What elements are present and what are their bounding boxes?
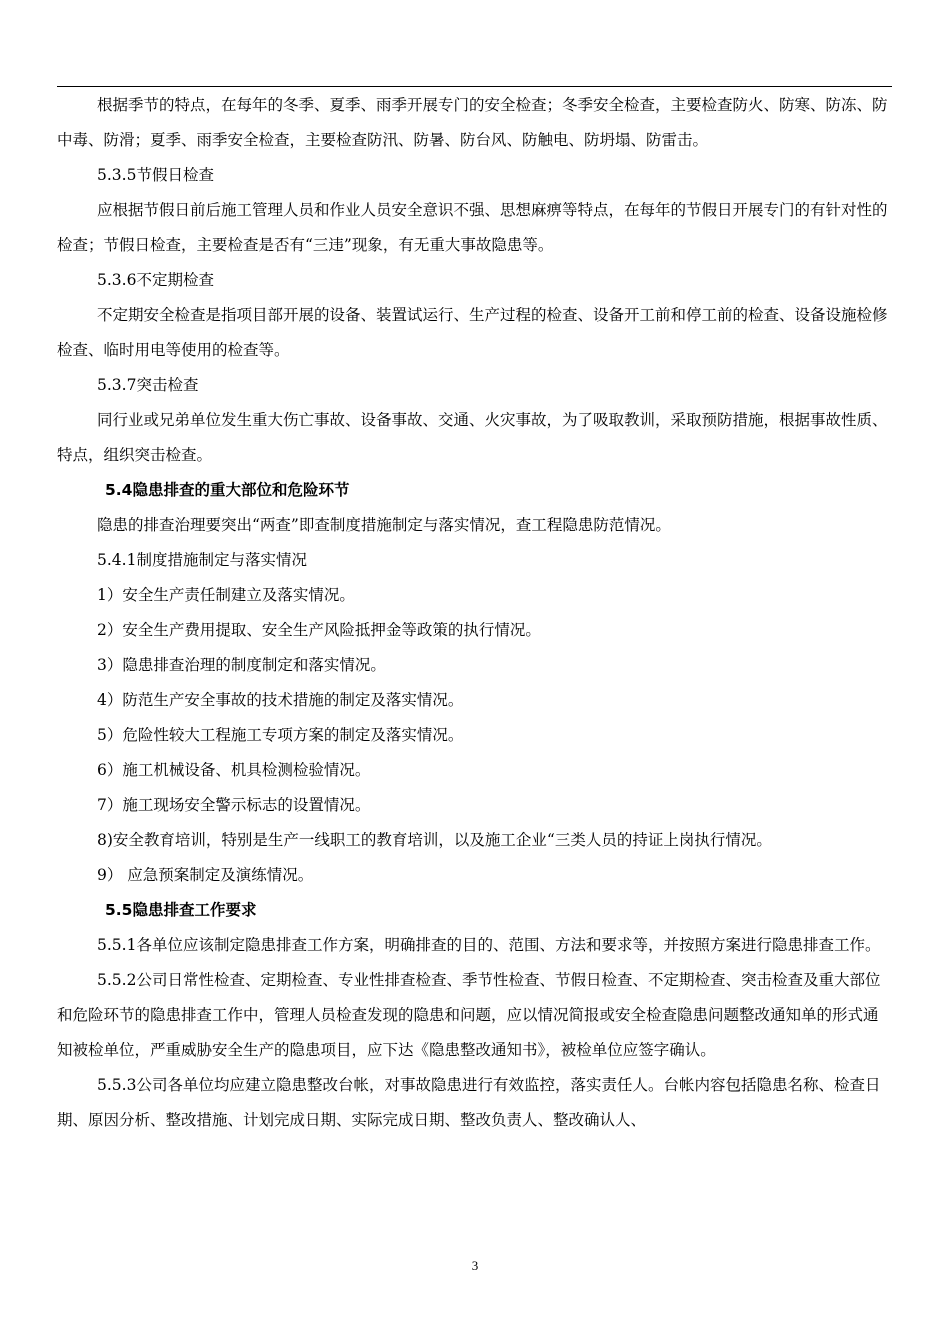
- paragraph-5-4-intro: 隐患的排查治理要突出“两查”即查制度措施制定与落实情况，查工程隐患防范情况。: [97, 516, 671, 534]
- section-5-3-6: 5.3.6不定期检查: [97, 271, 214, 289]
- document-body: [57, 88, 893, 1138]
- page-number: 3: [471, 1258, 479, 1273]
- section-5-3-7: 5.3.7突击检查: [97, 376, 199, 394]
- paragraph-irregular-check: 不定期安全检查是指项目部开展的设备、装置试运行、生产过程的检查、设备开工前和停工前的检查、设备设施检修检查、临时用电等使用的检查等。: [57, 306, 888, 359]
- paragraph-seasonal-check: 根据季节的特点，在每年的冬季、夏季、雨季开展专门的安全检查；冬季安全检查，主要检查防火、防寒、防冻、防中毒、防滑；夏季、雨季安全检查，主要检查防汛、防暑、防台风、防触电、防坍塌、防雷击。: [57, 96, 888, 149]
- paragraph-holiday-check: 应根据节假日前后施工管理人员和作业人员安全意识不强、思想麻痹等特点，在每年的节假日开展专门的有针对性的检查；节假日检查，主要检查是否有“三违”现象，有无重大事故隐患等。: [57, 201, 888, 254]
- section-5-4-1: 5.4.1制度措施制定与落实情况: [97, 551, 307, 569]
- heading-5-4: 5.4隐患排查的重大部位和危险环节: [105, 481, 350, 499]
- list-item: 5）危险性较大工程施工专项方案的制定及落实情况。: [97, 726, 464, 744]
- section-5-3-5: 5.3.5节假日检查: [97, 166, 214, 184]
- list-item: 3）隐患排查治理的制度制定和落实情况。: [97, 656, 386, 674]
- list-item-9: 9） 应急预案制定及演练情况。: [97, 866, 314, 884]
- list-item: 2）安全生产费用提取、安全生产风险抵押金等政策的执行情况。: [97, 621, 541, 639]
- paragraph-surprise-check: 同行业或兄弟单位发生重大伤亡事故、设备事故、交通、火灾事故，为了吸取教训，采取预防措施，根据事故性质、特点，组织突击检查。: [57, 411, 888, 464]
- list-item-8: 8)安全教育培训，特别是生产一线职工的教育培训，以及施工企业“三类人员的持证上岗执行情况。: [97, 831, 772, 849]
- list-item: 1）安全生产责任制建立及落实情况。: [97, 586, 355, 604]
- paragraph-5-5-3: 5.5.3公司各单位均应建立隐患整改台帐，对事故隐患进行有效监控，落实责任人。台帐内容包括隐患名称、检查日期、原因分析、整改措施、计划完成日期、实际完成日期、整改负责人、整改确认人、: [57, 1076, 881, 1129]
- heading-5-5: 5.5隐患排查工作要求: [105, 901, 257, 919]
- paragraph-5-5-2: 5.5.2公司日常性检查、定期检查、专业性排查检查、季节性检查、节假日检查、不定期检查、突击检查及重大部位和危险环节的隐患排查工作中，管理人员检查发现的隐患和问题，应以情况简报或安全检查隐患问题整改通知单的形式通知被检单位，严重威胁安全生产的隐患项目，应下达《隐患整改通知书》，被检单位应签字确认。: [57, 971, 881, 1059]
- paragraph-5-5-1: 5.5.1各单位应该制定隐患排查工作方案，明确排查的目的、范围、方法和要求等，并按照方案进行隐患排查工作。: [97, 936, 881, 954]
- list-item: 7）施工现场安全警示标志的设置情况。: [97, 796, 371, 814]
- list-item: 4）防范生产安全事故的技术措施的制定及落实情况。: [97, 691, 464, 709]
- header-rule: [57, 86, 892, 87]
- list-item: 6）施工机械设备、机具检测检验情况。: [97, 761, 371, 779]
